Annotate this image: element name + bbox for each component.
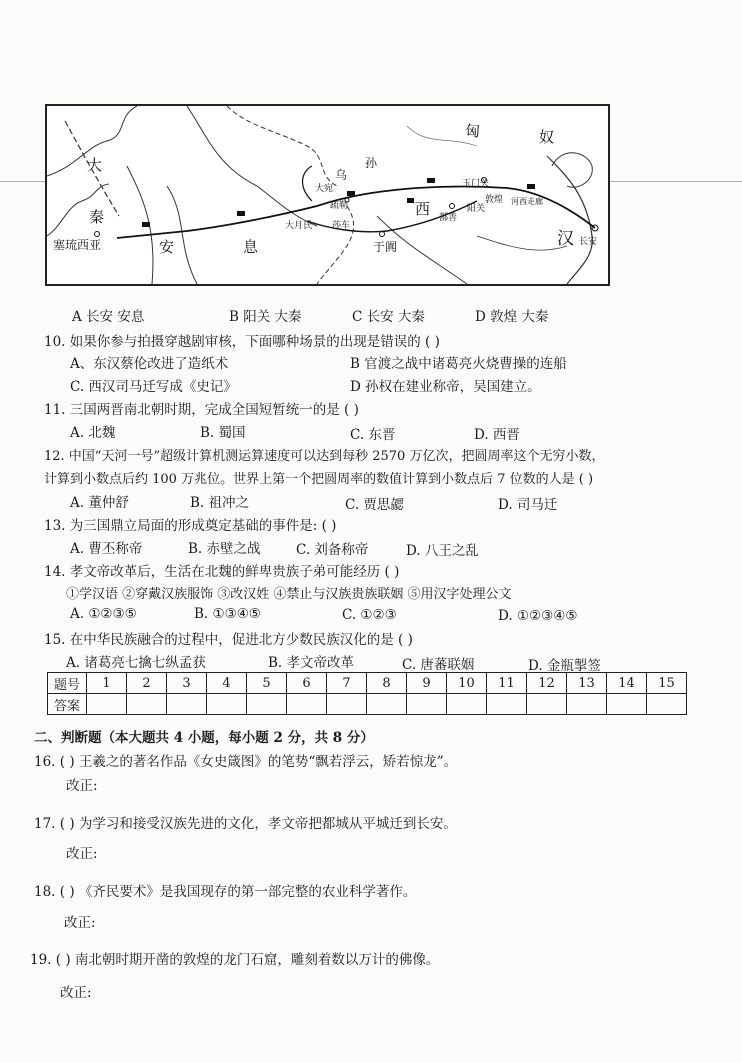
map-label-hexi: 河西走廊	[511, 197, 543, 206]
answer-table-number: 10	[447, 673, 487, 694]
q11-option-b: B. 蜀国	[200, 425, 246, 441]
answer-table-number: 1	[87, 673, 127, 694]
answer-cell[interactable]	[607, 694, 647, 715]
map-label-sailiuxiya: 塞琉西亚	[53, 238, 102, 252]
answer-table-number: 3	[167, 673, 207, 694]
answer-table-number: 8	[367, 673, 407, 694]
q19-correction-label: 改正:	[60, 985, 92, 1001]
answer-cell[interactable]	[127, 694, 167, 715]
answer-table-row-label: 答案	[48, 694, 87, 715]
answer-cell[interactable]	[487, 694, 527, 715]
map-label-changan: 长安	[579, 237, 598, 247]
judge-q18: 18. ( ) 《齐民要术》是我国现存的第一部完整的农业科学著作。	[34, 884, 417, 900]
q10-option-a: A、东汉蔡伦改进了造纸术	[70, 356, 229, 372]
map-label-yanchou: 莎车	[332, 221, 351, 231]
map-label-shanshan: 鄯善	[439, 213, 458, 223]
answer-cell[interactable]	[207, 694, 247, 715]
q14-option-d: D. ①②③④⑤	[498, 608, 578, 624]
answer-cell[interactable]	[327, 694, 367, 715]
answer-table-number: 4	[207, 673, 247, 694]
answer-table-number-row	[48, 673, 687, 694]
answer-cell[interactable]	[87, 694, 127, 715]
q13-option-d: D. 八王之乱	[406, 543, 479, 559]
q14-option-a: A. ①②③⑤	[70, 606, 137, 622]
answer-cell[interactable]	[247, 694, 287, 715]
map-label-dunhuang: 敦煌	[485, 195, 504, 205]
answer-cell[interactable]	[527, 694, 567, 715]
map-label-xi: 西	[415, 200, 431, 218]
answer-cell[interactable]	[407, 694, 447, 715]
q12-line-1: 12. 中国“天河一号”超级计算机测运算速度可以达到每秒 2570 万亿次，把圆周率这个无穷小数，	[44, 449, 605, 464]
q9-option-b: B 阳关 大秦	[229, 309, 302, 325]
q12-option-b: B. 祖冲之	[190, 495, 250, 511]
answer-table-number: 13	[567, 673, 607, 694]
q11-option-c: C. 东晋	[350, 427, 396, 443]
q15-option-c: C. 唐蕃联姻	[402, 657, 475, 673]
answer-cell[interactable]	[287, 694, 327, 715]
q12-option-d: D. 司马迁	[498, 497, 558, 513]
q12-option-c: C. 贾思勰	[345, 497, 404, 513]
q13-option-a: A. 曹丕称帝	[70, 541, 143, 557]
map-label-dayuezhi: 大月氏	[285, 221, 313, 231]
q9-option-d: D 敦煌 大秦	[475, 309, 549, 325]
map-label-qin: 秦	[89, 208, 105, 226]
q18-correction-label: 改正:	[64, 915, 96, 931]
map-label-xiongnu-1: 匈	[465, 122, 481, 140]
q15-option-d: D. 金瓶掣签	[528, 658, 601, 674]
q11-stem: 11. 三国两晋南北朝时期，完成全国短暂统一的是 ( )	[44, 402, 359, 418]
q9-option-a: A 长安 安息	[72, 309, 145, 325]
answer-cell[interactable]	[167, 694, 207, 715]
judge-q19: 19. ( ) 南北朝时期开凿的敦煌的龙门石窟，雕刻着数以万计的佛像。	[30, 952, 440, 968]
q11-option-a: A. 北魏	[70, 425, 116, 441]
answer-table-number: 5	[247, 673, 287, 694]
map-label-han: 汉	[557, 229, 574, 249]
q13-option-c: C. 刘备称帝	[296, 542, 369, 558]
q14-stem: 14. 孝文帝改革后，生活在北魏的鲜卑贵族子弟可能经历 ( )	[44, 564, 400, 580]
answer-cell[interactable]	[447, 694, 487, 715]
map-label-an: 安	[159, 238, 175, 256]
map-label-xi-anxi: 息	[243, 238, 259, 256]
q13-stem: 13. 为三国鼎立局面的形成奠定基础的事件是: ( )	[44, 518, 337, 534]
q9-option-c: C 长安 大秦	[352, 309, 425, 325]
answer-table-number: 6	[287, 673, 327, 694]
q16-correction-label: 改正:	[66, 778, 98, 794]
map-label-da: 大	[87, 156, 103, 174]
answer-table-number: 2	[127, 673, 167, 694]
map-label-yumenguan: 玉门关	[462, 179, 490, 189]
q10-option-b: B 官渡之战中诸葛亮火烧曹操的连船	[350, 356, 567, 372]
judge-q16: 16. ( ) 王羲之的著名作品《女史箴图》的笔势“飘若浮云，矫若惊龙”。	[34, 754, 458, 770]
map-label-xiongnu-2: 奴	[539, 128, 555, 146]
answer-table-number: 9	[407, 673, 447, 694]
map-label-yangguan: 阳关	[467, 204, 486, 214]
q17-correction-label: 改正:	[66, 846, 98, 862]
q14-option-b: B. ①③④⑤	[194, 606, 261, 622]
q14-option-c: C. ①②③	[342, 607, 397, 623]
silk-road-map	[45, 104, 610, 286]
q11-option-d: D. 西晋	[474, 427, 520, 443]
answer-table-row-label: 题号	[48, 673, 87, 694]
q10-option-c: C. 西汉司马迁写成《史记》	[70, 379, 237, 395]
map-label-yutian: 于阗	[373, 240, 398, 254]
answer-table-number: 12	[527, 673, 567, 694]
map-label-wu: 乌	[335, 168, 348, 182]
q10-option-d: D 孙权在建业称帝，吴国建立。	[350, 379, 541, 395]
map-label-shule: 疏勒	[330, 201, 349, 211]
answer-table-number: 15	[647, 673, 687, 694]
q15-option-a: A. 诸葛亮七擒七纵孟获	[66, 655, 206, 671]
answer-table-answer-row	[48, 694, 687, 715]
q13-option-b: B. 赤壁之战	[188, 541, 261, 557]
q12-option-a: A. 董仲舒	[70, 495, 129, 511]
answer-table	[47, 672, 687, 715]
q12-line-2: 计算到小数点后约 100 万兆位。世界上第一个把圆周率的数值计算到小数点后 7 位数的人是 ( )	[44, 472, 594, 487]
q14-items: ①学汉语 ②穿戴汉族服饰 ③改汉姓 ④禁止与汉族贵族联姻 ⑤用汉字处理公文	[66, 587, 512, 602]
answer-cell[interactable]	[367, 694, 407, 715]
answer-table-number: 11	[487, 673, 527, 694]
judge-q17: 17. ( ) 为学习和接受汉族先进的文化，孝文帝把都城从平城迁到长安。	[34, 816, 457, 832]
answer-table-number: 7	[327, 673, 367, 694]
answer-cell[interactable]	[567, 694, 607, 715]
map-label-sun: 孙	[365, 156, 378, 170]
q15-option-b: B. 孝文帝改革	[268, 655, 355, 671]
map-drawing	[47, 106, 608, 284]
answer-cell[interactable]	[647, 694, 687, 715]
answer-table-number: 14	[607, 673, 647, 694]
map-label-dayuan: 大宛	[315, 184, 334, 194]
q15-stem: 15. 在中华民族融合的过程中，促进北方少数民族汉化的是 ( )	[44, 632, 413, 648]
q10-stem: 10. 如果你参与拍摄穿越剧审核，下面哪种场景的出现是错误的 ( )	[44, 334, 440, 350]
section-2-title: 二、判断题（本大题共 4 小题，每小题 2 分，共 8 分）	[34, 730, 374, 746]
